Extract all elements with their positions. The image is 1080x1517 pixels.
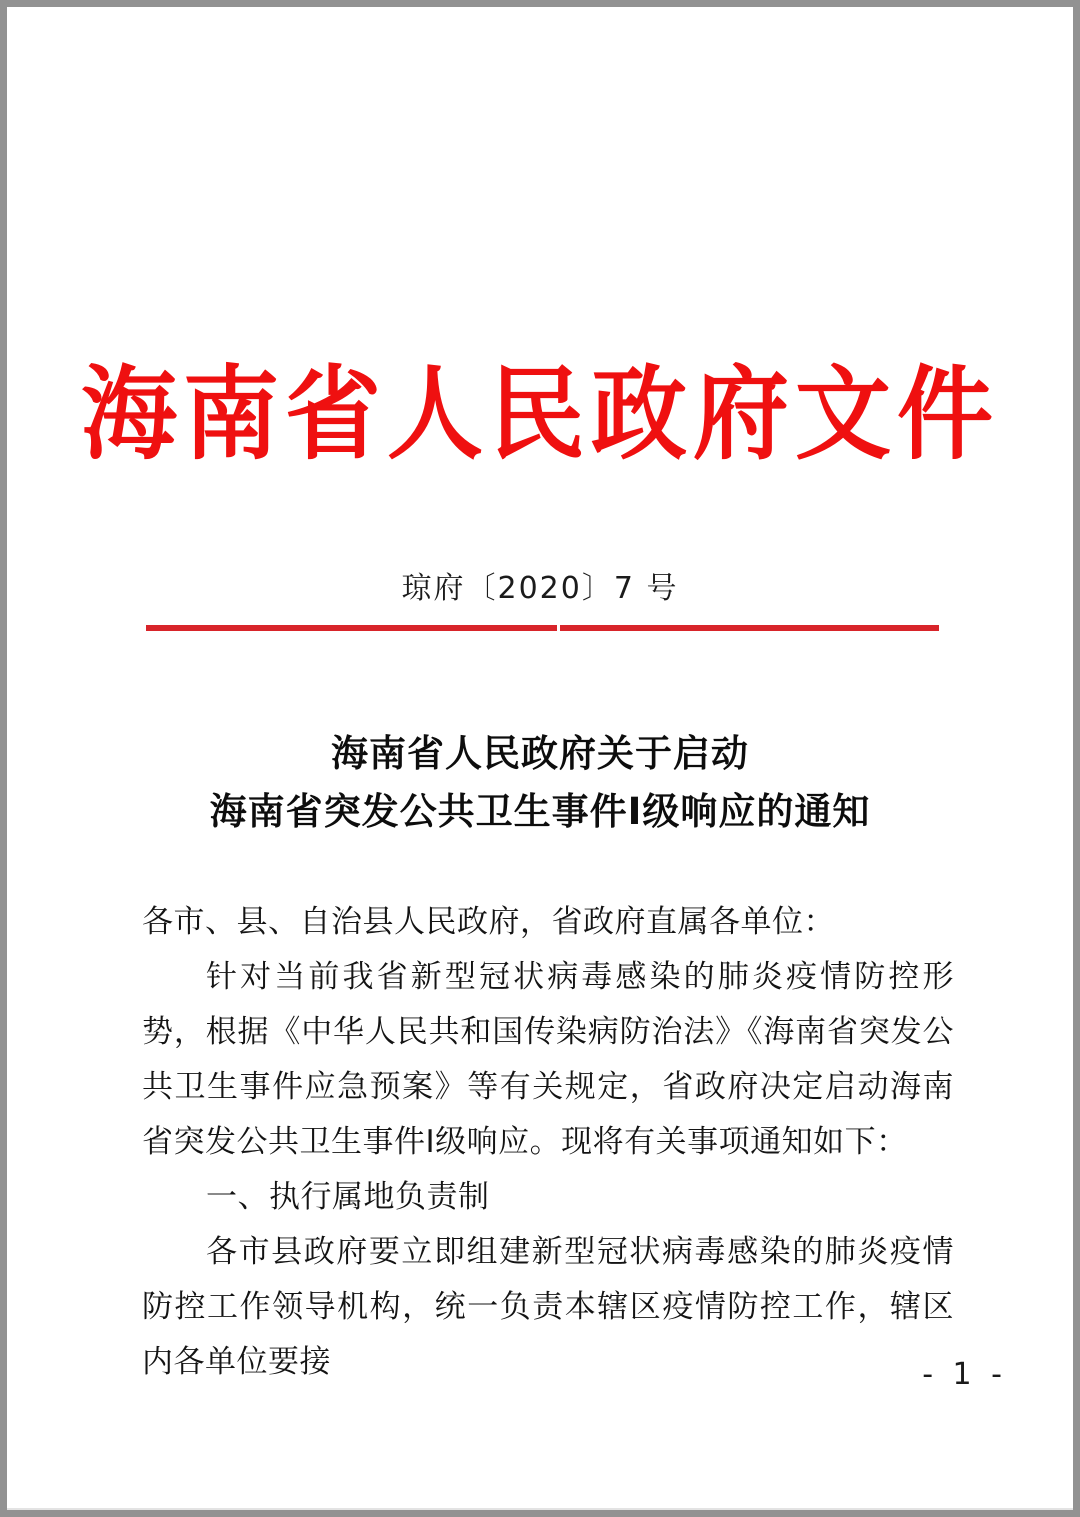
document-title-line-2: 海南省突发公共卫生事件Ⅰ级响应的通知 — [209, 790, 871, 833]
salutation-line: 各市、县、自治县人民政府，省政府直属各单位： — [142, 904, 835, 940]
document-body — [142, 895, 954, 1390]
document-title — [7, 725, 1073, 841]
body-paragraph-2: 各市县政府要立即组建新型冠状病毒感染的肺炎疫情防控工作领导机构，统一负责本辖区疫情防控工作，辖区内各单位要接 — [142, 1234, 954, 1380]
red-rule-left-segment — [146, 625, 557, 631]
page-number: - 1 - — [922, 1357, 1007, 1392]
document-title-line-1: 海南省人民政府关于启动 — [331, 732, 749, 775]
body-section-heading-1: 一、执行属地负责制 — [206, 1179, 490, 1215]
red-separator-rule — [146, 625, 939, 631]
body-paragraph-1: 针对当前我省新型冠状病毒感染的肺炎疫情防控形势，根据《中华人民共和国传染病防治法》《海南省突发公共卫生事件应急预案》等有关规定，省政府决定启动海南省突发公共卫生事件Ⅰ级响应。现将有关事项通知如下： — [142, 959, 954, 1160]
document-number: 琼府〔2020〕7 号 — [401, 571, 679, 606]
document-page — [7, 7, 1073, 1510]
red-rule-right-segment — [560, 625, 939, 631]
masthead-title: 海南省人民政府文件 — [81, 355, 999, 474]
